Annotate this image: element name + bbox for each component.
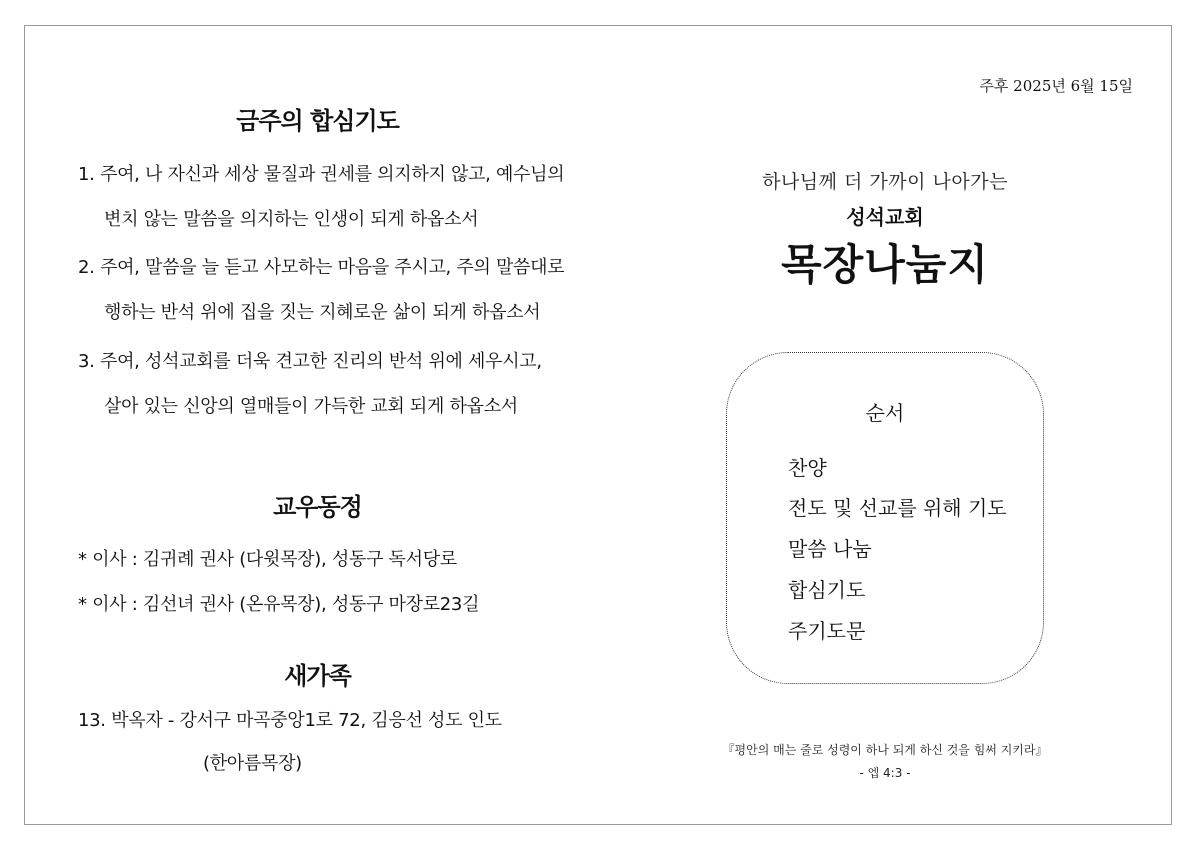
news-title: 교우동정	[273, 493, 362, 521]
news-item-1: * 이사 : 김귀례 권사 (다윗목장), 성동구 독서당로	[78, 549, 457, 570]
subtitle: 하나님께 더 가까이 나아가는	[762, 171, 1008, 193]
prayer-title: 금주의 합심기도	[236, 107, 399, 135]
page-title: 목장나눔지	[781, 240, 989, 289]
order-heading: 순서	[865, 401, 905, 425]
order-item-2: 전도 및 선교를 위해 기도	[788, 496, 1007, 520]
order-item-1: 찬양	[788, 456, 827, 480]
newfamily-title: 새가족	[284, 662, 351, 690]
bible-verse-reference: - 엡 4:3 -	[859, 766, 911, 780]
news-item-2: * 이사 : 김선녀 권사 (온유목장), 성동구 마장로23길	[78, 594, 480, 615]
order-item-3: 말씀 나눔	[788, 537, 872, 561]
order-item-5: 주기도문	[788, 619, 866, 643]
prayer-item-3-line2: 살아 있는 신앙의 열매들이 가득한 교회 되게 하옵소서	[104, 396, 518, 417]
prayer-item-1-line2: 변치 않는 말씀을 의지하는 인생이 되게 하옵소서	[104, 209, 479, 230]
newfamily-line2: (한아름목장)	[203, 753, 302, 774]
prayer-item-2-line2: 행하는 반석 위에 집을 짓는 지혜로운 삶이 되게 하옵소서	[104, 302, 541, 323]
prayer-item-3-line1: 3. 주여, 성석교회를 더욱 견고한 진리의 반석 위에 세우시고,	[78, 351, 542, 372]
newfamily-line1: 13. 박옥자 - 강서구 마곡중앙1로 72, 김응선 성도 인도	[78, 710, 502, 731]
date-label: 주후 2025년 6월 15일	[979, 77, 1133, 95]
bible-verse: 『평안의 매는 줄로 성령이 하나 되게 하신 것을 힘써 지키라』	[722, 743, 1048, 757]
prayer-item-1-line1: 1. 주여, 나 자신과 세상 물질과 권세를 의지하지 않고, 예수님의	[78, 164, 565, 185]
order-item-4: 합심기도	[788, 578, 866, 602]
prayer-item-2-line1: 2. 주여, 말씀을 늘 듣고 사모하는 마음을 주시고, 주의 말씀대로	[78, 257, 565, 278]
church-name: 성석교회	[846, 205, 924, 229]
